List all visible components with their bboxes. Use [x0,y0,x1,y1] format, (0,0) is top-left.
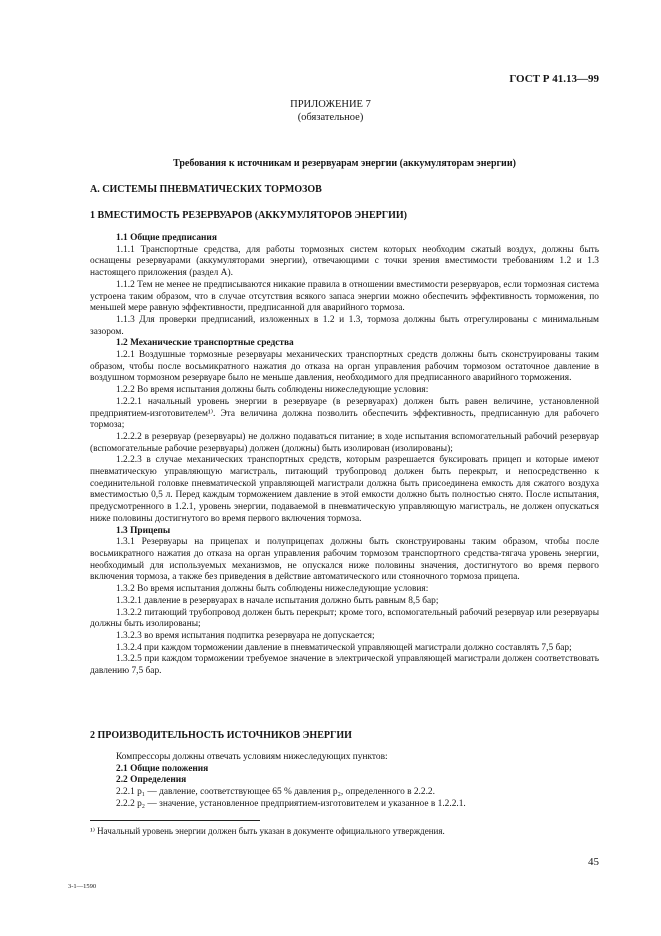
paragraph: 1.3.2.2 питающий трубопровод должен быть перекрыт; кроме того, вспомогательный рабочий резервуар или резервуары должны быть изолированы; [90,607,599,630]
subsection-heading: 2.2 Определения [116,775,187,786]
annex-label: ПРИЛОЖЕНИЕ 7 [290,99,371,110]
paragraph: 1.2.2.2 в резервуар (резервуары) не должно подаваться питание; в ходе испытания вспомогательный рабочий резервуар (вспомогательные рабочие резервуары) должен (должны) быть изолирован (изолированы); [90,431,599,454]
paragraph: 1.1.2 Тем не менее не предписываются никакие правила в отношении вместимости резервуаров, если тормозная система устроена таким образом, что в случае отсутствия всякого запаса энергии можно обеспечить эффективность торможения, по меньшей мере равную эффективности, предписанной для аварийного тормоза. [90,279,599,314]
page-number: 45 [588,856,599,868]
paragraph: Компрессоры должны отвечать условиям нижеследующих пунктов: [116,752,388,762]
paragraph: 1.3.2.4 при каждом торможении давление в пневматической управляющей магистрали должно составлять 7,5 бар; [116,642,572,653]
paragraph: 1.3.2.5 при каждом торможении требуемое значение в электрической управляющей магистрали должен соответствовать давлению 7,5 бар. [90,654,599,677]
subsection-heading: 1.3 Прицепы [116,525,171,536]
paragraph: 1.2.2.1 начальный уровень энергии в резервуаре (в резервуарах) должен быть равен величине, установленной предприятием-изготовителем¹⁾. Эта величина должна позволить обеспечить эффективность, предписанную для рабочего тормоза; [90,396,599,431]
paragraph: 2.2.1 p₁ — давление, соответствующее 65 % давления p₂, определенного в 2.2.2. [116,787,435,798]
section-2-body [90,752,599,811]
paragraph: 2.2.2 p₂ — значение, установленное предприятием-изготовителем и указанное в 1.2.2.1. [116,798,466,809]
section-1-heading: 1 ВМЕСТИМОСТЬ РЕЗЕРВУАРОВ (АККУМУЛЯТОРОВ ЭНЕРГИИ) [90,210,407,221]
paragraph: 1.2.2 Во время испытания должны быть соблюдены нижеследующие условия: [116,385,429,396]
document-title: Требования к источникам и резервуарам энергии (аккумуляторам энергии) [173,158,516,169]
standard-code: ГОСТ Р 41.13—99 [509,73,599,85]
section-1-body [90,233,599,678]
subsection-heading: 1.1 Общие предписания [116,233,217,243]
paragraph: 1.2.2.3 в случае механических транспортных средств, которым разрешается буксировать прицеп и которые имеют пневматическую управляющую магистраль, питающий трубопровод должен быть перекрыт, и непосредственно к соединительной головке пневматической управляющей магистрали должна быть присоединена емкость для сжатого воздуха вместимостью 0,5 л. Перед каждым торможением давление в этой емкости должно быть полностью снято. После испытания, предусмотренного в 1.2.1, уровень энергии, подаваемой в пневматическую управляющую магистраль, не должен опускаться ниже половины достигнутого во время первого включения тормоза. [90,455,599,524]
annex-status: (обязательное) [297,112,364,123]
subsection-heading: 2.1 Общие положения [116,763,209,774]
paragraph: 1.3.2.3 во время испытания подпитка резервуара не допускается; [116,630,375,641]
section-2-heading: 2 ПРОИЗВОДИТЕЛЬНОСТЬ ИСТОЧНИКОВ ЭНЕРГИИ [90,730,352,741]
paragraph: 1.3.1 Резервуары на прицепах и полуприцепах должны быть сконструированы таким образом, чтобы после восьмикратного нажатия до отказа на орган управления рабочим тормозом транспортного средства-тягача уровень энергии, необходимый для используемых механизмов, не опускался ниже половины значения, достигнутого во время первого включения тормоза, а также без приведения в действие автоматического или стояночного тормоза прицепа. [90,537,599,583]
footnote-divider [90,820,260,821]
section-a-heading: А. СИСТЕМЫ ПНЕВМАТИЧЕСКИХ ТОРМОЗОВ [90,184,322,195]
paragraph: 1.2.1 Воздушные тормозные резервуары механических транспортных средств должны быть сконструированы таким образом, чтобы после восьмикратного нажатия до отказа на орган управления рабочим тормозом остаточное давление в воздушном тормозном резервуаре было не меньше давления, необходимого для предписанного аварийного торможения. [90,350,599,384]
paragraph: 1.3.2.1 давление в резервуарах в начале испытания должно быть равным 8,5 бар; [116,595,439,606]
print-code: 3-1—1590 [68,883,97,890]
footnote: ¹⁾ Начальный уровень энергии должен быть указан в документе официального утверждения. [90,826,445,836]
paragraph: 1.1.3 Для проверки предписаний, изложенных в 1.2 и 1.3, тормоза должны быть отрегулированы с минимальным зазором. [90,314,599,337]
paragraph: 1.1.1 Транспортные средства, для работы тормозных систем которых необходим сжатый воздух, должны быть оснащены резервуарами (аккумуляторами энергии), отвечающими с точки зрения вместимости требованиям 1.2 и 1.3 настоящего приложения (раздел А). [90,244,599,279]
subsection-heading: 1.2 Механические транспортные средства [116,338,294,349]
paragraph: 1.3.2 Во время испытания должны быть соблюдены нижеследующие условия: [116,584,429,595]
